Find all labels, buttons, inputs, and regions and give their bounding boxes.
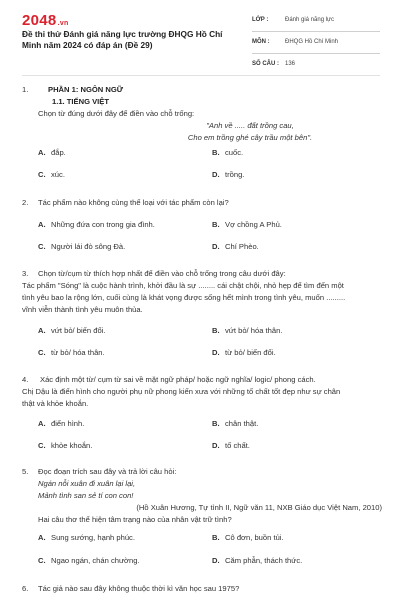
- question-text: Đọc đoạn trích sau đây và trả lời câu hỏi:: [38, 467, 177, 476]
- question-number: 4.: [22, 375, 29, 384]
- question-text: Tác phẩm "Sóng" là cuộc hành trình, khởi đầu là sự ........ cái chật chội, nhỏ hẹp để tìm đến một: [22, 281, 344, 290]
- part-title: PHẦN 1: NGÔN NGỮ: [48, 85, 124, 94]
- option-text: từ bỏ/ biến đổi.: [225, 348, 276, 357]
- logo-suffix: .vn: [57, 20, 69, 27]
- question-text: Chị Dậu là điển hình cho người phụ nữ phong kiến xưa với những tố chất tốt đẹp như sự chân: [22, 387, 341, 396]
- option-text: tố chất.: [225, 441, 250, 450]
- option-c[interactable]: [38, 170, 65, 179]
- document-title: Đề thi thử Đánh giá năng lực trường ĐHQG Hồ Chí Minh năm 2024 có đáp án (Đề 29): [22, 29, 223, 50]
- option-d[interactable]: [212, 242, 259, 251]
- question-text: thật và khỏe khoắn.: [22, 399, 89, 408]
- option-d[interactable]: [212, 348, 276, 357]
- option-letter: D.: [212, 556, 220, 565]
- option-letter: A.: [38, 148, 46, 157]
- option-text: Sung sướng, hạnh phúc.: [51, 533, 135, 542]
- question-number: 6.: [22, 584, 29, 593]
- question-number: 3.: [22, 269, 29, 278]
- option-c[interactable]: [38, 441, 92, 450]
- meta-value: 136: [285, 61, 296, 67]
- option-d[interactable]: [212, 441, 250, 450]
- option-text: khỏe khoắn.: [51, 441, 93, 450]
- poem-line: Mảnh tình san sẻ tí con con!: [38, 491, 134, 500]
- option-text: Ngao ngán, chán chường.: [51, 556, 140, 565]
- option-text: đắp.: [51, 148, 66, 157]
- question-text: tình yêu bao la rộng lớn, cuối cùng là khát vọng được sống hết mình trong tình yêu, muốn .........: [22, 293, 346, 302]
- option-text: vứt bỏ/ biến đổi.: [51, 326, 106, 335]
- option-a[interactable]: [38, 419, 84, 428]
- option-letter: D.: [212, 170, 220, 179]
- meta-key: SỐ CÂU :: [252, 61, 279, 67]
- option-letter: C.: [38, 242, 46, 251]
- question-text: Tác phẩm nào không cùng thể loại với tác phẩm còn lại?: [38, 198, 229, 207]
- question-number: 2.: [22, 198, 29, 207]
- option-text: từ bỏ/ hóa thân.: [51, 348, 105, 357]
- option-text: Những đứa con trong gia đình.: [51, 220, 155, 229]
- option-letter: B.: [212, 220, 220, 229]
- question-text: Hai câu thơ thể hiện tâm trạng nào của nhân vật trữ tình?: [38, 515, 232, 524]
- option-text: chân thật.: [225, 419, 259, 428]
- option-text: cuốc.: [225, 148, 244, 157]
- option-c[interactable]: [38, 348, 105, 357]
- question-text: Chọn từ đúng dưới đây để điền vào chỗ trống:: [38, 109, 195, 118]
- meta-row-class: [252, 14, 380, 32]
- option-d[interactable]: [212, 170, 244, 179]
- question-number: 5.: [22, 467, 29, 476]
- option-letter: B.: [212, 533, 220, 542]
- question-text: Xác định một từ/ cụm từ sai về mặt ngữ pháp/ hoặc ngữ nghĩa/ logic/ phong cách.: [40, 375, 316, 384]
- site-logo[interactable]: [22, 12, 69, 29]
- option-text: Cô đơn, buồn tủi.: [225, 533, 284, 542]
- option-letter: D.: [212, 348, 220, 357]
- option-letter: D.: [212, 441, 220, 450]
- meta-row-count: [252, 58, 380, 76]
- meta-key: LỚP :: [252, 17, 269, 23]
- question-number: 1.: [22, 85, 29, 94]
- option-c[interactable]: [38, 556, 140, 565]
- option-text: Người lái đò sông Đà.: [51, 242, 126, 251]
- option-letter: C.: [38, 441, 46, 450]
- poem-line: "Anh về ..... đất trồng cau,: [206, 121, 294, 130]
- option-letter: B.: [212, 148, 220, 157]
- poem-line: Ngán nỗi xuân đi xuân lại lại,: [38, 479, 136, 488]
- logo-text: 2048: [22, 12, 57, 29]
- option-b[interactable]: [212, 533, 284, 542]
- option-b[interactable]: [212, 419, 258, 428]
- meta-value: Đánh giá năng lực: [285, 17, 335, 23]
- option-letter: D.: [212, 242, 220, 251]
- option-letter: C.: [38, 348, 46, 357]
- option-text: trồng.: [225, 170, 245, 179]
- option-text: vứt bỏ/ hóa thân.: [225, 326, 283, 335]
- option-text: Căm phẫn, thách thức.: [225, 556, 303, 565]
- question-text: vĩnh viễn thành tình yêu muôn thủa.: [22, 305, 143, 314]
- option-b[interactable]: [212, 148, 243, 157]
- option-text: Vợ chồng A Phủ.: [225, 220, 282, 229]
- option-letter: A.: [38, 533, 46, 542]
- option-letter: C.: [38, 556, 46, 565]
- option-text: điển hình.: [51, 419, 85, 428]
- page-header: [0, 0, 400, 70]
- header-divider: [22, 75, 380, 76]
- poem-line: Cho em trồng ghé cây trầu một bên".: [187, 133, 313, 142]
- question-text: Tác giả nào sau đây không thuộc thời kì văn học sau 1975?: [38, 584, 240, 593]
- option-text: xúc.: [51, 170, 65, 179]
- question-text: Chọn từ/cụm từ thích hợp nhất để điền vào chỗ trống trong câu dưới đây:: [38, 269, 286, 278]
- option-a[interactable]: [38, 148, 66, 157]
- option-d[interactable]: [212, 556, 302, 565]
- source-citation: (Hồ Xuân Hương, Tự tình II, Ngữ văn 11, NXB Giáo dục Việt Nam, 2010): [136, 503, 382, 512]
- option-b[interactable]: [212, 220, 282, 229]
- option-letter: C.: [38, 170, 46, 179]
- option-letter: A.: [38, 326, 46, 335]
- document-meta: [252, 14, 380, 80]
- option-a[interactable]: [38, 533, 135, 542]
- option-letter: B.: [212, 419, 220, 428]
- option-letter: A.: [38, 419, 46, 428]
- section-title: 1.1. TIẾNG VIỆT: [52, 97, 109, 106]
- meta-row-subject: [252, 36, 380, 54]
- option-letter: A.: [38, 220, 46, 229]
- option-a[interactable]: [38, 326, 105, 335]
- meta-value: ĐHQG Hồ Chí Minh: [285, 39, 339, 45]
- option-letter: B.: [212, 326, 220, 335]
- option-c[interactable]: [38, 242, 125, 251]
- option-a[interactable]: [38, 220, 155, 229]
- option-text: Chí Phèo.: [225, 242, 259, 251]
- meta-key: MÔN :: [252, 39, 270, 45]
- option-b[interactable]: [212, 326, 282, 335]
